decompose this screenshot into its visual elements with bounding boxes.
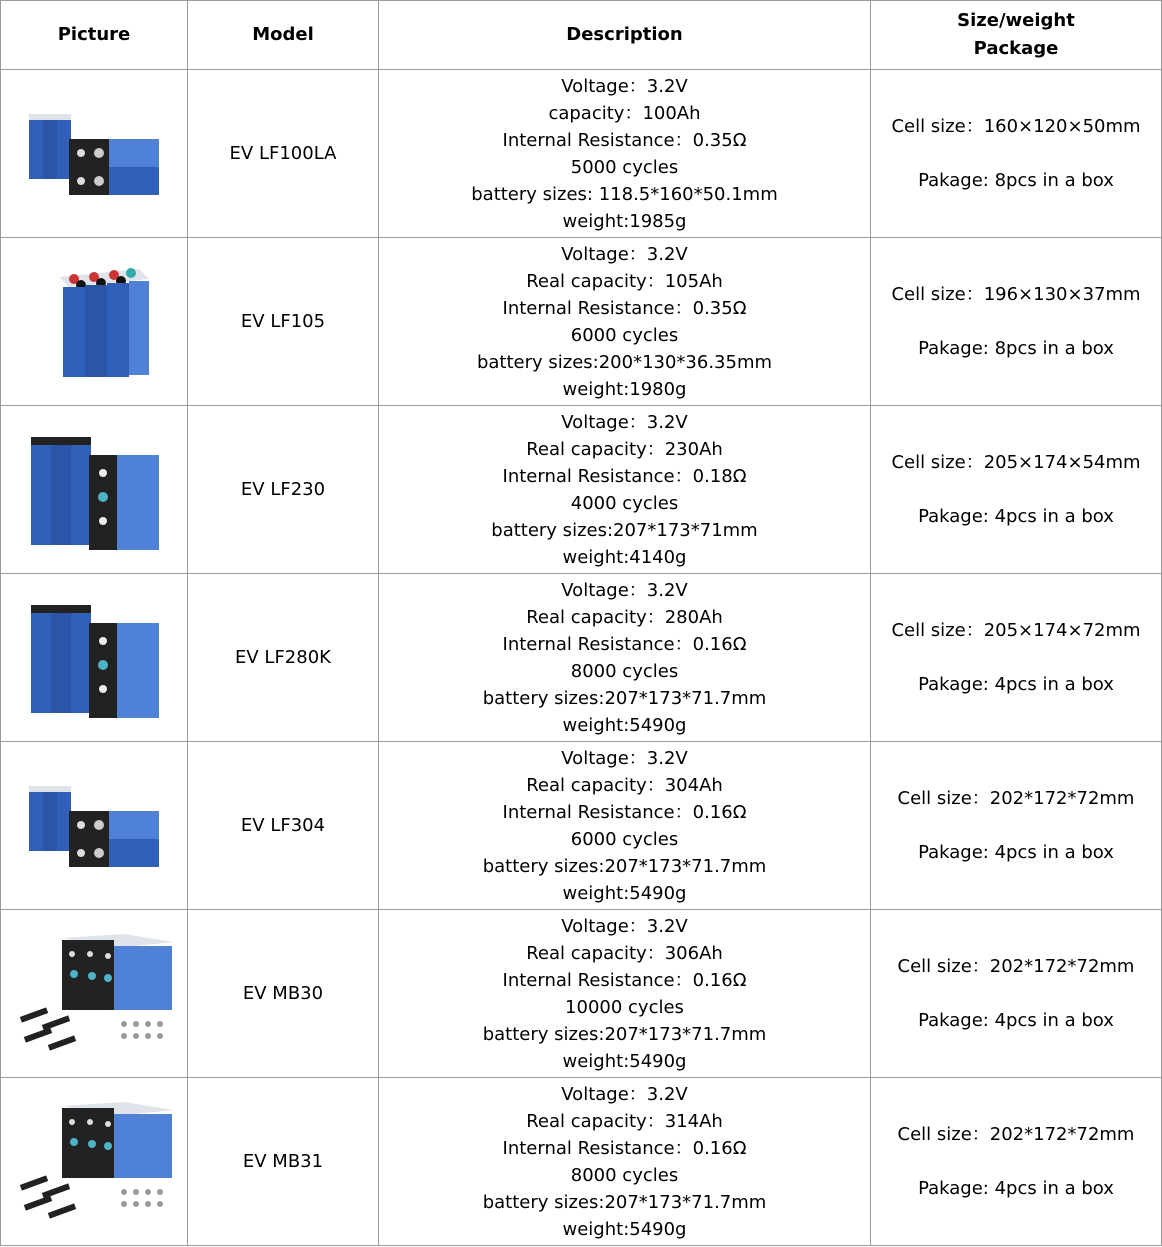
description-line: battery sizes: 118.5*160*50.1mm bbox=[471, 183, 778, 205]
cell-size-text: Cell size：196×130×37mm bbox=[891, 284, 1141, 305]
description-line: Voltage：3.2V bbox=[561, 243, 688, 265]
description-line: Internal Resistance：0.16Ω bbox=[502, 633, 747, 655]
picture-cell bbox=[1, 742, 188, 910]
header-package-line1: Size/weight bbox=[957, 10, 1075, 31]
picture-cell bbox=[1, 70, 188, 238]
description-cell bbox=[379, 1078, 871, 1246]
package-cell bbox=[871, 406, 1162, 574]
package-cell bbox=[871, 238, 1162, 406]
header-picture: Picture bbox=[1, 1, 188, 70]
prismatic-cells-busbars-icon bbox=[14, 924, 174, 1064]
description-line: 6000 cycles bbox=[570, 324, 679, 346]
prismatic-cells-large-icon bbox=[19, 425, 169, 555]
package-text: Pakage: 4pcs in a box bbox=[918, 506, 1114, 527]
cell-size-text: Cell size：160×120×50mm bbox=[891, 116, 1141, 137]
description-line: Internal Resistance：0.18Ω bbox=[502, 465, 747, 487]
description-cell bbox=[379, 238, 871, 406]
description-line: Real capacity：314Ah bbox=[526, 1110, 723, 1132]
description-line: Internal Resistance：0.16Ω bbox=[502, 1137, 747, 1159]
description-cell bbox=[379, 910, 871, 1078]
description-line: 8000 cycles bbox=[570, 1164, 679, 1186]
picture-cell bbox=[1, 406, 188, 574]
prismatic-cells-upright-icon bbox=[19, 257, 169, 387]
description-line: Voltage：3.2V bbox=[561, 747, 688, 769]
model-cell: EV LF280K bbox=[188, 574, 379, 742]
description-cell bbox=[379, 70, 871, 238]
package-cell bbox=[871, 574, 1162, 742]
description-line: weight:5490g bbox=[562, 1050, 687, 1072]
description-cell bbox=[379, 406, 871, 574]
package-cell bbox=[871, 70, 1162, 238]
description-cell bbox=[379, 742, 871, 910]
header-row bbox=[1, 1, 1162, 70]
prismatic-cells-flat-icon bbox=[19, 94, 169, 214]
header-package bbox=[871, 1, 1162, 70]
description-line: 10000 cycles bbox=[565, 996, 684, 1018]
package-text: Pakage: 8pcs in a box bbox=[918, 170, 1114, 191]
prismatic-cells-flat-icon bbox=[19, 766, 169, 886]
description-line: battery sizes:207*173*71.7mm bbox=[482, 855, 767, 877]
model-cell: EV LF304 bbox=[188, 742, 379, 910]
model-cell: EV LF105 bbox=[188, 238, 379, 406]
description-line: Internal Resistance：0.35Ω bbox=[502, 297, 747, 319]
description-line: weight:1985g bbox=[562, 210, 687, 232]
description-line: 8000 cycles bbox=[570, 660, 679, 682]
description-line: weight:1980g bbox=[562, 378, 687, 400]
description-line: Real capacity：230Ah bbox=[526, 438, 723, 460]
picture-cell bbox=[1, 910, 188, 1078]
cell-size-text: Cell size：205×174×72mm bbox=[891, 620, 1141, 641]
table-row bbox=[1, 1078, 1162, 1246]
description-line: weight:4140g bbox=[562, 546, 687, 568]
table-row bbox=[1, 238, 1162, 406]
prismatic-cells-busbars-icon bbox=[14, 1092, 174, 1232]
model-cell: EV LF100LA bbox=[188, 70, 379, 238]
package-cell bbox=[871, 1078, 1162, 1246]
description-line: battery sizes:207*173*71.7mm bbox=[482, 1023, 767, 1045]
package-text: Pakage: 4pcs in a box bbox=[918, 1010, 1114, 1031]
table-row bbox=[1, 406, 1162, 574]
cell-size-text: Cell size：202*172*72mm bbox=[897, 956, 1135, 977]
picture-cell bbox=[1, 1078, 188, 1246]
package-cell bbox=[871, 742, 1162, 910]
description-line: weight:5490g bbox=[562, 1218, 687, 1240]
description-line: Real capacity：280Ah bbox=[526, 606, 723, 628]
description-line: Internal Resistance：0.16Ω bbox=[502, 969, 747, 991]
description-line: Real capacity：304Ah bbox=[526, 774, 723, 796]
description-line: Voltage：3.2V bbox=[561, 75, 688, 97]
model-cell: EV MB30 bbox=[188, 910, 379, 1078]
description-line: 6000 cycles bbox=[570, 828, 679, 850]
description-line: Voltage：3.2V bbox=[561, 915, 688, 937]
table-row bbox=[1, 70, 1162, 238]
model-cell: EV MB31 bbox=[188, 1078, 379, 1246]
description-line: Voltage：3.2V bbox=[561, 579, 688, 601]
description-cell bbox=[379, 574, 871, 742]
description-line: battery sizes:207*173*71.7mm bbox=[482, 687, 767, 709]
package-text: Pakage: 8pcs in a box bbox=[918, 338, 1114, 359]
header-description: Description bbox=[379, 1, 871, 70]
cell-size-text: Cell size：205×174×54mm bbox=[891, 452, 1141, 473]
package-text: Pakage: 4pcs in a box bbox=[918, 674, 1114, 695]
description-line: weight:5490g bbox=[562, 882, 687, 904]
header-package-line2: Package bbox=[973, 38, 1059, 59]
table-row bbox=[1, 910, 1162, 1078]
table-row bbox=[1, 742, 1162, 910]
cell-size-text: Cell size：202*172*72mm bbox=[897, 788, 1135, 809]
package-text: Pakage: 4pcs in a box bbox=[918, 1178, 1114, 1199]
description-line: battery sizes:200*130*36.35mm bbox=[476, 351, 773, 373]
picture-cell bbox=[1, 238, 188, 406]
table-row bbox=[1, 574, 1162, 742]
description-line: Real capacity：306Ah bbox=[526, 942, 723, 964]
description-line: Voltage：3.2V bbox=[561, 1083, 688, 1105]
description-line: Internal Resistance：0.35Ω bbox=[502, 129, 747, 151]
description-line: Internal Resistance：0.16Ω bbox=[502, 801, 747, 823]
package-cell bbox=[871, 910, 1162, 1078]
description-line: Real capacity：105Ah bbox=[526, 270, 723, 292]
spec-body bbox=[1, 70, 1162, 1246]
description-line: Voltage：3.2V bbox=[561, 411, 688, 433]
description-line: capacity：100Ah bbox=[548, 102, 701, 124]
description-line: weight:5490g bbox=[562, 714, 687, 736]
header-model: Model bbox=[188, 1, 379, 70]
picture-cell bbox=[1, 574, 188, 742]
prismatic-cells-large-icon bbox=[19, 593, 169, 723]
description-line: battery sizes:207*173*71mm bbox=[491, 519, 758, 541]
model-cell: EV LF230 bbox=[188, 406, 379, 574]
description-line: 4000 cycles bbox=[570, 492, 679, 514]
description-line: battery sizes:207*173*71.7mm bbox=[482, 1191, 767, 1213]
description-line: 5000 cycles bbox=[570, 156, 679, 178]
cell-size-text: Cell size：202*172*72mm bbox=[897, 1124, 1135, 1145]
package-text: Pakage: 4pcs in a box bbox=[918, 842, 1114, 863]
